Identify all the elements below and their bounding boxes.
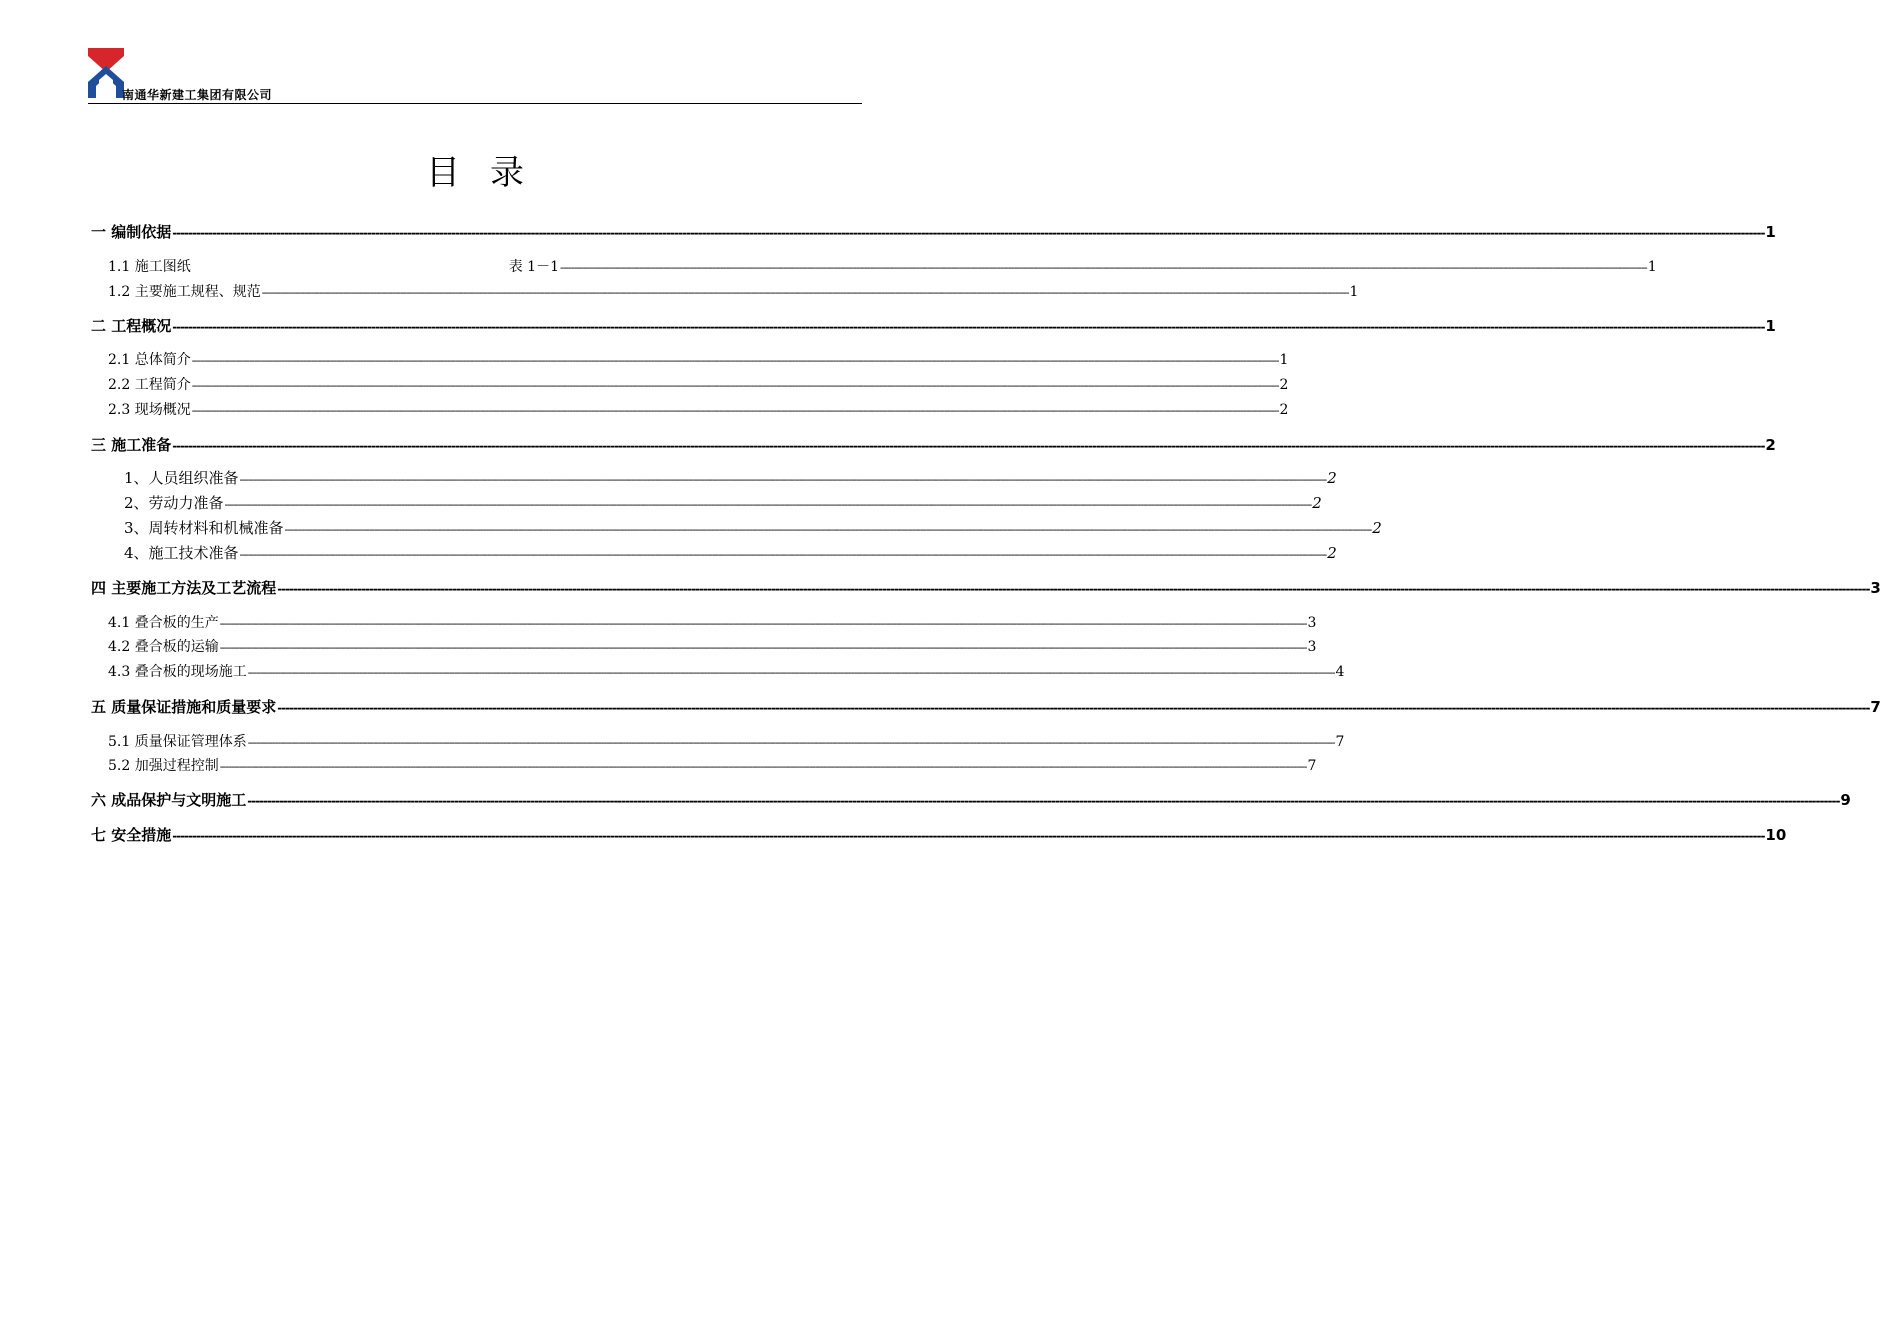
toc-leader: ---------------------------------------------------------------------------------------------------------------------------------------------------------------------------------------------------------------------------------------------------------------------------------------------------------------------------------------------------------------------------------------------------------------- (172, 829, 1765, 843)
toc-page: 2 (1372, 519, 1382, 537)
toc-page: 1 (1765, 317, 1776, 335)
toc-label: 二 工程概况 (91, 317, 172, 335)
toc-entry-4-2[interactable] (108, 636, 1317, 656)
toc-label: 5.1 质量保证管理体系 (108, 734, 247, 750)
toc-label: 5.2 加强过程控制 (108, 758, 219, 774)
header-rule (88, 103, 862, 104)
toc-leader: ---------------------------------------------------------------------------------------------------------------------------------------------------------------------------------------------------------------------------------------------------------------------------------------------------------------------------------------------------------------------------------------------------------------- (219, 617, 1307, 630)
toc-leader: ---------------------------------------------------------------------------------------------------------------------------------------------------------------------------------------------------------------------------------------------------------------------------------------------------------------------------------------------------------------------------------------------------------------- (219, 760, 1307, 773)
toc-label: 2、劳动力准备 (124, 494, 224, 512)
toc-page: 3 (1307, 615, 1317, 631)
toc-extra-label: 表 1－1 (508, 259, 559, 275)
toc-page: 1 (1349, 284, 1359, 300)
toc-entry-2-3[interactable] (108, 399, 1289, 419)
toc-page: 2 (1312, 494, 1322, 512)
toc-page: 2 (1327, 469, 1337, 487)
toc-page: 2 (1279, 402, 1289, 418)
toc-leader: ---------------------------------------------------------------------------------------------------------------------------------------------------------------------------------------------------------------------------------------------------------------------------------------------------------------------------------------------------------------------------------------------------------------- (172, 439, 1765, 453)
toc-label: 三 施工准备 (91, 436, 172, 454)
toc-label: 2.3 现场概况 (108, 402, 191, 418)
toc-leader: ---------------------------------------------------------------------------------------------------------------------------------------------------------------------------------------------------------------------------------------------------------------------------------------------------------------------------------------------------------------------------------------------------------------- (247, 736, 1335, 749)
toc-entry-4-1[interactable] (108, 612, 1317, 632)
toc-page: 1 (1279, 352, 1289, 368)
toc-label: 4、施工技术准备 (124, 544, 239, 562)
toc-entry-5-2[interactable] (108, 755, 1317, 775)
company-logo-icon (88, 48, 124, 98)
toc-entry-6[interactable] (91, 789, 1851, 810)
toc-entry-3-4[interactable] (124, 542, 1337, 563)
toc-entry-3[interactable] (91, 434, 1776, 455)
toc-page: 9 (1840, 791, 1851, 809)
toc-leader: ---------------------------------------------------------------------------------------------------------------------------------------------------------------------------------------------------------------------------------------------------------------------------------------------------------------------------------------------------------------------------------------------------------------- (172, 320, 1765, 334)
toc-label: 1.1 施工图纸 (108, 259, 191, 275)
toc-leader: ---------------------------------------------------------------------------------------------------------------------------------------------------------------------------------------------------------------------------------------------------------------------------------------------------------------------------------------------------------------------------------------------------------------- (172, 226, 1765, 240)
toc-entry-3-2[interactable] (124, 492, 1322, 513)
toc-label: 2.1 总体简介 (108, 352, 191, 368)
toc-label: 3、周转材料和机械准备 (124, 519, 284, 537)
toc-label: 四 主要施工方法及工艺流程 (91, 579, 277, 597)
toc-page: 1 (1647, 259, 1657, 275)
toc-leader: ---------------------------------------------------------------------------------------------------------------------------------------------------------------------------------------------------------------------------------------------------------------------------------------------------------------------------------------------------------------------------------------------------------------- (247, 794, 1840, 808)
toc-leader: ---------------------------------------------------------------------------------------------------------------------------------------------------------------------------------------------------------------------------------------------------------------------------------------------------------------------------------------------------------------------------------------------------------------- (191, 404, 1279, 417)
toc-leader: ---------------------------------------------------------------------------------------------------------------------------------------------------------------------------------------------------------------------------------------------------------------------------------------------------------------------------------------------------------------------------------------------------------------- (277, 701, 1870, 715)
toc-entry-1-2[interactable] (108, 281, 1359, 301)
toc-page: 3 (1307, 639, 1317, 655)
toc-leader: ---------------------------------------------------------------------------------------------------------------------------------------------------------------------------------------------------------------------------------------------------------------------------------------------------------------------------------------------------------------------------------------------------------------- (284, 523, 1372, 536)
toc-entry-2-1[interactable] (108, 349, 1289, 369)
toc-entry-3-3[interactable] (124, 517, 1382, 538)
toc-leader: ---------------------------------------------------------------------------------------------------------------------------------------------------------------------------------------------------------------------------------------------------------------------------------------------------------------------------------------------------------------------------------------------------------------- (277, 582, 1870, 596)
toc-label: 一 编制依据 (91, 223, 172, 241)
toc-entry-1-1[interactable] (108, 256, 1657, 276)
toc-page: 2 (1279, 377, 1289, 393)
toc-label: 五 质量保证措施和质量要求 (91, 698, 277, 716)
toc-leader: ---------------------------------------------------------------------------------------------------------------------------------------------------------------------------------------------------------------------------------------------------------------------------------------------------------------------------------------------------------------------------------------------------------------- (239, 548, 1327, 561)
toc-page: 1 (1765, 223, 1776, 241)
toc-entry-1[interactable] (91, 221, 1776, 242)
page-header (88, 48, 862, 106)
toc-leader: ---------------------------------------------------------------------------------------------------------------------------------------------------------------------------------------------------------------------------------------------------------------------------------------------------------------------------------------------------------------------------------------------------------------- (261, 286, 1349, 299)
toc-entry-5-1[interactable] (108, 731, 1345, 751)
toc-leader: ---------------------------------------------------------------------------------------------------------------------------------------------------------------------------------------------------------------------------------------------------------------------------------------------------------------------------------------------------------------------------------------------------------------- (191, 379, 1279, 392)
toc-page: 10 (1765, 826, 1787, 844)
toc-page: 4 (1335, 664, 1345, 680)
toc-entry-3-1[interactable] (124, 467, 1337, 488)
company-name: 南通华新建工集团有限公司 (122, 88, 273, 102)
toc-entry-5[interactable] (91, 696, 1881, 717)
toc-entry-2[interactable] (91, 315, 1776, 336)
toc-label: 4.2 叠合板的运输 (108, 639, 219, 655)
toc-page: 2 (1327, 544, 1337, 562)
toc-leader: ---------------------------------------------------------------------------------------------------------------------------------------------------------------------------------------------------------------------------------------------------------------------------------------------------------------------------------------------------------------------------------------------------------------- (247, 666, 1335, 679)
toc-entry-7[interactable] (91, 824, 1787, 845)
toc-leader: ---------------------------------------------------------------------------------------------------------------------------------------------------------------------------------------------------------------------------------------------------------------------------------------------------------------------------------------------------------------------------------------------------------------- (559, 261, 1647, 274)
toc-label: 1.2 主要施工规程、规范 (108, 284, 261, 300)
toc-page: 3 (1870, 579, 1881, 597)
toc-entry-2-2[interactable] (108, 374, 1289, 394)
toc-label: 4.1 叠合板的生产 (108, 615, 219, 631)
toc-leader: ---------------------------------------------------------------------------------------------------------------------------------------------------------------------------------------------------------------------------------------------------------------------------------------------------------------------------------------------------------------------------------------------------------------- (224, 498, 1312, 511)
toc-label: 六 成品保护与文明施工 (91, 791, 247, 809)
toc-page: 7 (1335, 734, 1345, 750)
toc-label: 七 安全措施 (91, 826, 172, 844)
toc-entry-4-3[interactable] (108, 661, 1345, 681)
page-title: 目录 (426, 153, 554, 193)
toc-entry-4[interactable] (91, 577, 1881, 598)
toc-page: 7 (1307, 758, 1317, 774)
toc-label: 1、人员组织准备 (124, 469, 239, 487)
toc-leader: ---------------------------------------------------------------------------------------------------------------------------------------------------------------------------------------------------------------------------------------------------------------------------------------------------------------------------------------------------------------------------------------------------------------- (219, 641, 1307, 654)
toc-leader: ---------------------------------------------------------------------------------------------------------------------------------------------------------------------------------------------------------------------------------------------------------------------------------------------------------------------------------------------------------------------------------------------------------------- (191, 354, 1279, 367)
toc-page: 7 (1870, 698, 1881, 716)
toc-page: 2 (1765, 436, 1776, 454)
toc-leader: ---------------------------------------------------------------------------------------------------------------------------------------------------------------------------------------------------------------------------------------------------------------------------------------------------------------------------------------------------------------------------------------------------------------- (239, 473, 1327, 486)
toc-label: 2.2 工程简介 (108, 377, 191, 393)
toc-label: 4.3 叠合板的现场施工 (108, 664, 247, 680)
